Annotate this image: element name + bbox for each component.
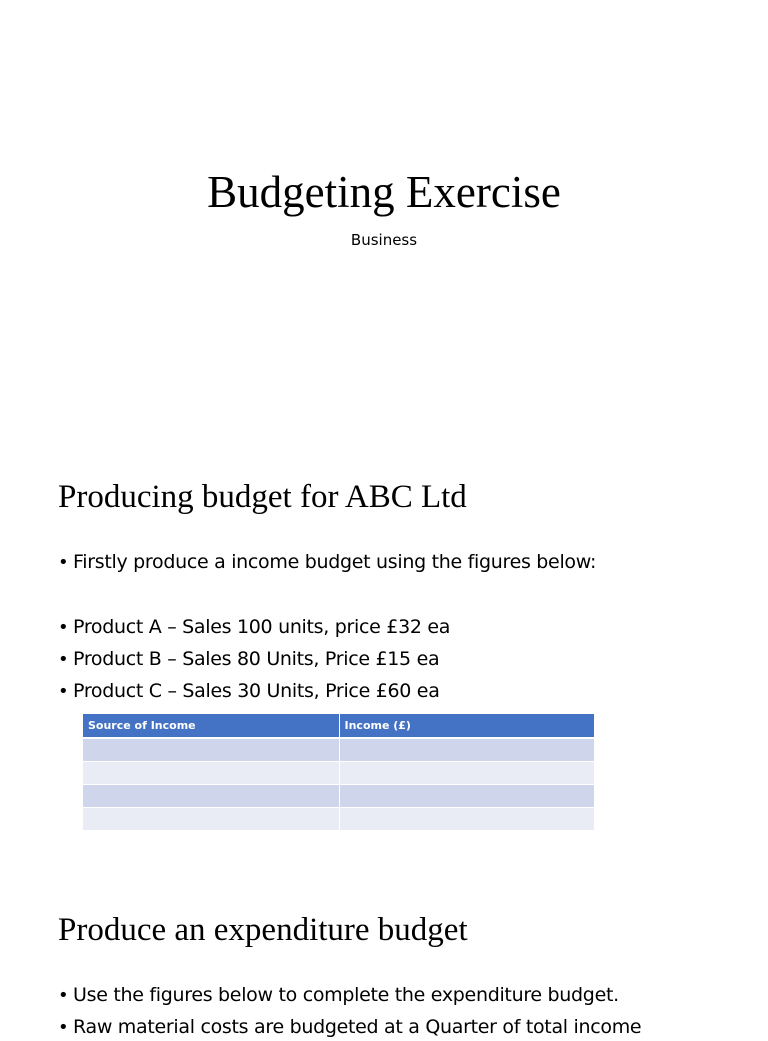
bullet-item (58, 549, 596, 576)
table-row (83, 785, 594, 808)
table-header-source: Source of Income (83, 714, 339, 738)
table-cell[interactable] (339, 785, 594, 808)
table-cell[interactable] (83, 808, 339, 831)
table-cell[interactable] (339, 762, 594, 785)
bullet-icon: • (58, 552, 69, 573)
bullet-icon: • (58, 649, 69, 670)
table-header-row (83, 714, 594, 738)
bullet-item (58, 1014, 641, 1041)
bullet-icon: • (58, 985, 69, 1006)
bullet-text: Use the figures below to complete the expenditure budget. (73, 984, 619, 1006)
bullet-text: Firstly produce a income budget using the figures below: (73, 551, 597, 573)
table-row (83, 808, 594, 831)
bullet-item (58, 678, 440, 705)
table-header-income: Income (£) (339, 714, 594, 738)
slide-heading: Produce an expenditure budget (58, 912, 468, 948)
bullet-item (58, 982, 619, 1009)
bullet-text: Product A – Sales 100 units, price £32 ea (73, 616, 451, 638)
presentation-title: Budgeting Exercise (207, 167, 561, 217)
bullet-text: Raw material costs are budgeted at a Quarter of total income (73, 1016, 642, 1038)
table-cell[interactable] (339, 738, 594, 762)
bullet-text: Product C – Sales 30 Units, Price £60 ea (73, 680, 440, 702)
bullet-item (58, 614, 450, 641)
expenditure-budget-slide (0, 860, 768, 1038)
bullet-item (58, 646, 439, 673)
table-cell[interactable] (83, 785, 339, 808)
bullet-icon: • (58, 617, 69, 638)
bullet-text: Product B – Sales 80 Units, Price £15 ea (73, 648, 440, 670)
table-cell[interactable] (339, 808, 594, 831)
table-cell[interactable] (83, 738, 339, 762)
income-budget-slide (0, 420, 768, 860)
slide-heading: Producing budget for ABC Ltd (58, 479, 467, 515)
income-table (83, 714, 594, 831)
bullet-icon: • (58, 681, 69, 702)
title-slide (0, 0, 768, 420)
table-row (83, 762, 594, 785)
presentation-subtitle: Business (350, 231, 418, 249)
table-row (83, 738, 594, 762)
bullet-icon: • (58, 1017, 69, 1038)
table-cell[interactable] (83, 762, 339, 785)
